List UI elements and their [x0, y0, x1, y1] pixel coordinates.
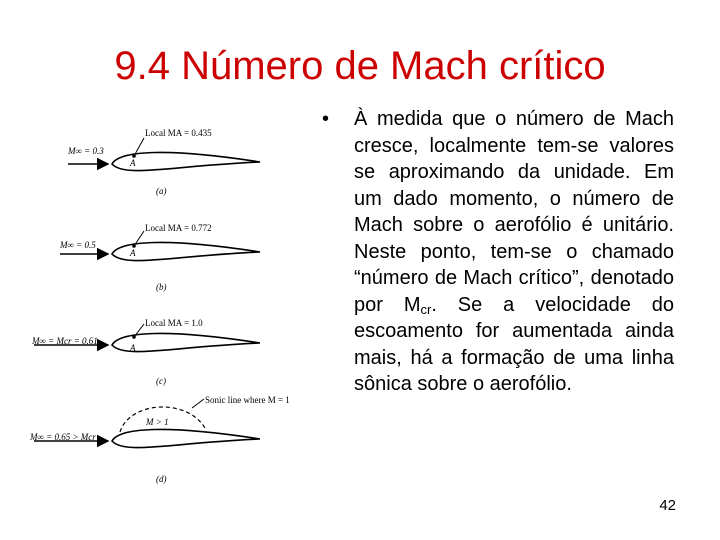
point-label-b: A: [130, 248, 136, 258]
bullet-text-end: . Se a velocidade do escoamento for aumentada ainda mais, há a formação de uma linha sônica sobre o aerofólio.: [354, 293, 674, 395]
local-mach-label-b: Local MA = 0.772: [145, 223, 212, 233]
freestream-label-a: M∞ = 0.3: [68, 146, 104, 156]
panel-a: [67, 128, 260, 196]
slide-title: 9.4 Número de Mach crítico: [114, 44, 606, 88]
page-number: 42: [659, 497, 676, 514]
sonic-line-label: Sonic line where M = 1: [205, 395, 290, 405]
freestream-label-c: M∞ = Mcr = 0.61: [32, 336, 98, 346]
panel-d: [29, 395, 290, 484]
point-label-a: A: [130, 158, 136, 168]
panel-c: [31, 318, 260, 386]
bullet-marker: •: [322, 108, 330, 130]
supersonic-region-label: M > 1: [146, 417, 169, 427]
airfoil-d: [112, 429, 260, 447]
caption-b: (b): [156, 282, 167, 292]
bullet-text: [354, 106, 674, 398]
bullet-item: [322, 106, 674, 398]
point-label-c: A: [130, 343, 136, 353]
airfoil-mach-figure: [20, 118, 320, 498]
local-mach-label-a: Local MA = 0.435: [145, 128, 212, 138]
local-mach-label-c: Local MA = 1.0: [145, 318, 203, 328]
bullet-text-main: À medida que o número de Mach cresce, localmente tem-se valores se aproximando da unidade. Em um dado momento, o número de Mach sobre o aerofólio é unitário. Neste ponto, tem-se o chamado “número de Mach crítico”, denotado por M: [354, 108, 674, 316]
panel-b: [59, 223, 260, 292]
freestream-label-d: M∞ = 0.65 > Mcr: [30, 432, 96, 442]
caption-d: (d): [156, 474, 167, 484]
caption-c: (c): [156, 376, 166, 386]
freestream-label-b: M∞ = 0.5: [60, 240, 96, 250]
bullet-subscript: cr: [420, 301, 432, 317]
caption-a: (a): [156, 186, 167, 196]
